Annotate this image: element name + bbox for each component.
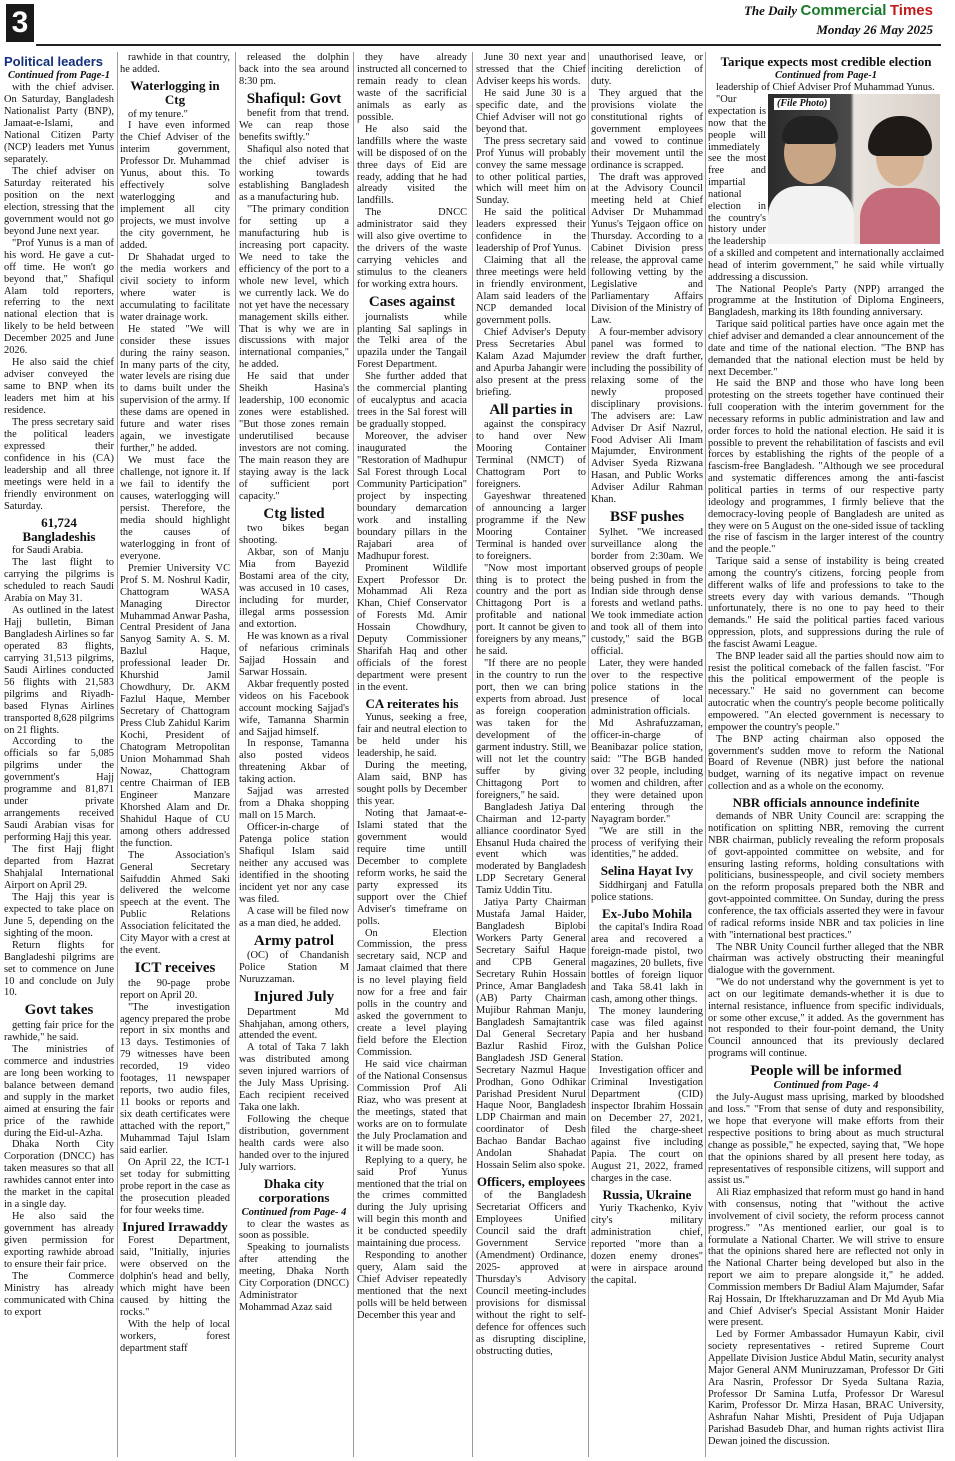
continued-note: Continued from Page- 4 xyxy=(773,1080,879,1092)
column-7 xyxy=(708,52,944,1457)
headline-officers-employees: Officers, employees xyxy=(476,1174,586,1190)
paragraph: On Election Commission, the press secretary said, NCP and Jamaat claimed that there is no level playing field now for a free and fair polls in the country and asked the government to create a level playing field before the Election Commission. xyxy=(357,927,467,1059)
paragraph: A case will be filed now as a man died, he added. xyxy=(239,905,349,929)
paragraph: Premier University VC Prof S. M. Noshrul Kadir, Chattogram WASA Managing Director Muhammad Anwar Pasha, Central President of Jana Sanyog Samity A. S. M. Bazlul Haque, professional leader Dr. Khurshid Jamil Chowdhury, Dr. AKM Fazlul Haque, Member Secretary of Chattogram Press Club Zahidul Karim Kochi, President of Chatogram Metropolitan Union Mohammad Shah Nowaz, Chattogram centre Chairman of IEB Engineer Manzare Khorshed Alam and Dr. Shahidul Haque of CU among others addressed the function. xyxy=(120,562,230,849)
paragraph: with the chief adviser. On Saturday, Bangladesh Nationalist Party (BNP), Jamaat-e-Islami, and National Citizen Party (NCP) leaders met Yunus separately. xyxy=(4,82,114,166)
paragraph: Ali Riaz emphasized that reform must go hand in hand with consensus, noting that "without the active involvement of civil society, the reform process cannot progress." "As mentioned earlier, our goal is to formulate a National Charter. We will strive to ensure that the opinions shared here are reflected not only in the National Charter being developed but also in the report we aim to prepare alongside it," he added. Commission members Dr Badiul Alam Majumder, Safar Raj Hossain, Dr Iftekharuzzaman and Dr Md Ayub Mia and Chief Adviser's Special Assistant Monir Haider were present. xyxy=(708,1187,944,1329)
paragraph: two bikes began shooting. xyxy=(239,523,349,547)
paragraph: leadership of Chief Adviser Prof Muhammad Yunus. xyxy=(716,82,935,94)
column-divider xyxy=(235,52,236,1457)
paragraph: The Hajj this year is expected to take place on June 5, depending on the sighting of the moon. xyxy=(4,891,114,939)
continued-note: Continued from Page-1 xyxy=(774,70,878,82)
headline-shafiqul-govt: Shafiqul: Govt xyxy=(246,90,342,107)
paragraph: the July-August mass uprising, marked by bloodshed and loss." "From that sense of duty and responsibility, we hope that everyone will make efforts from their respective positions to bring about as much structural change as possible," he expected, saying that, "We hope that the opinions shared by all present here today, as representatives of responsible citizens, will support and assist us." xyxy=(708,1092,944,1187)
paragraph: "The primary condition for setting up a manufacturing hub is increasing port capacity. We need to take the efficiency of the port to a whole new level, which we currently lack. We do not yet have the necessary management skills either. That is why we are in discussions with major international companies," he added. xyxy=(239,203,349,371)
headline-tarique: Tarique expects most credible election xyxy=(720,54,932,69)
paragraph: He also said the government has already given permission for exporting rawhide abroad to ensure their fair price. xyxy=(4,1211,114,1270)
person-figure xyxy=(768,186,854,244)
paragraph: Sajjad was arrested from a Dhaka shopping mall on 15 March. xyxy=(239,786,349,822)
paragraph: He stated "We will consider these issues during the rainy season. In many parts of the city, water levels are rising due to dams built under the supervision of the army. If these dams are opened in future and water rises again, we investigate further," he added. xyxy=(120,323,230,455)
paragraph: Chief Adviser's Deputy Press Secretaries Abul Kalam Azad Majumder and Apurba Jahangir were also present at the press briefing. xyxy=(476,326,586,398)
paragraph: rawhide in that country, he added. xyxy=(120,52,230,75)
paragraph: Speaking to journalists after attending the meeting, Dhaka North City Corporation (DNCC) Administrator Mohammad Azaz said xyxy=(239,1242,349,1314)
paragraph: During the meeting, Alam said, BNP has sought polls by December this year. xyxy=(357,760,467,808)
paragraph: for Saudi Arabia. xyxy=(12,545,84,557)
page-number: 3 xyxy=(6,4,34,42)
column-divider xyxy=(705,52,706,1457)
paragraph: Md Ashrafuzzaman, officer-in-charge of Beanibazar police station, said: "The BGB handed over 32 people, including women and children, after they were detained upon entering through the Nayagram border." xyxy=(591,717,703,825)
column-6 xyxy=(591,52,703,1457)
paragraph: "Prof Yunus is a man of his word. He gave a cut-off time. He won't go beyond that," Shafiqul Alam told reporters, referring to the next national election that is likely to be held between December 2025 and June 2026. xyxy=(4,237,114,357)
headline-army-patrol: Army patrol xyxy=(253,932,335,949)
headline-russia-ukraine: Russia, Ukraine xyxy=(602,1186,692,1202)
person-hair xyxy=(782,116,838,144)
paragraph: Jatiya Party Chairman Mustafa Jamal Haider, Bangladesh Biplobi Workers Party General Secretary Saiful Haque and CPB General Secretary Ruhin Hossain Prince, Amar Bangladesh (AB) Party Chairman Mujibur Rahman Manju, Bangladesh Samajtantrik Dal General Secretary Bazlur Rashid Firoz, Bangladesh JSD General Secretary Nazmul Haque Prodhan, Gono Odhikar Parishad President Nurul Haque Noor, Bangladesh LDP Chairman and main coordinator of Desh Bachao Bandar Bachao Andolan Shahadat Hossain Selim also spoke. xyxy=(476,897,586,1172)
paragraph: "If there are no people in the country to run the port, then we can bring experts from abroad. Just as foreign cooperation was taken for the development of the garment industry. Still, we will not let the country suffer by giving Chittagong Port to foreigners," he said. xyxy=(476,658,586,801)
paragraph: According to the officials so far 5,085 pilgrims under the government's Hajj programme and 81,871 under private arrangements received Saudi Arabian visas for performing Hajj this year. xyxy=(4,736,114,844)
paragraph: "Now most important thing is to protect the country and the port as Chittagong Port is a profitable and national port. It cannot be given to foreigners by any means," he said. xyxy=(476,562,586,658)
column-4 xyxy=(357,52,467,1457)
paragraph: Bangladesh Jatiya Dal Chairman and 12-party alliance coordinator Syed Ehsanul Huda chaired the event which was moderated by Bangladesh LDP Secretary General Tamiz Uddin Titu. xyxy=(476,801,586,897)
headline-dhaka-city: Dhaka city corporations xyxy=(258,1175,330,1206)
paragraph: Akbar frequently posted videos on his Facebook account mocking Sajjad's wife, Tamanna Sharmin and Sajjad himself. xyxy=(239,678,349,738)
paragraph: June 30 next year and stressed that the Chief Adviser keeps his words. xyxy=(476,52,586,87)
brand-block xyxy=(744,2,933,39)
headline-ict-receives: ICT receives xyxy=(134,960,216,977)
headline-selina-hayat: Selina Hayat Ivy xyxy=(600,863,694,879)
headline-nbr-officials: NBR officials announce indefinite xyxy=(732,794,920,810)
paragraph: getting fair price for the rawhide," he said. xyxy=(4,1019,114,1043)
headline-bsf-pushes: BSF pushes xyxy=(609,509,685,526)
paragraph: A four-member advisory panel was formed to review the draft further, including the possibility of relaxing some of the newly proposed disciplinary provisions. The advisers are: Law Adviser Dr Asif Nazrul, Food Adviser Ali Imam Majumder, Environment Adviser Syeda Rizwana Hasan, and Public Works Adviser Adilur Rahman Khan. xyxy=(591,326,703,506)
continued-note: Continued from Page-1 xyxy=(7,70,111,82)
paragraph: "We do not understand why the government is yet to act on our legitimate demands-whether it is due to internal resistance, influence from specific individuals, or some other excuse," it added. As the government has not responded to their four-point demand, the Unity Council announced that its previously declared programs will continue. xyxy=(708,977,944,1060)
paragraph: He was known as a rival of nefarious criminals Sajjad Hossain and Sarwar Hossain. xyxy=(239,630,349,678)
file-photo xyxy=(768,94,940,244)
column-3 xyxy=(239,52,349,1457)
paragraph: He said June 30 is a specific date, and the Chief Adviser will not go beyond that. xyxy=(476,87,586,135)
headline-all-parties: All parties in xyxy=(489,401,573,418)
paragraph: Following the cheque distribution, government health cards were also handed over to the injured July warriors. xyxy=(239,1114,349,1173)
paragraph: The DNCC administrator said they will also give overtime to the drivers of the waste carrying vehicles and stimulus to the cleaners for working extra hours. xyxy=(357,207,467,291)
paragraph: With the help of local workers, forest department staff xyxy=(120,1318,230,1354)
paragraph: "We are still in the process of verifying their identities," he added. xyxy=(591,825,703,861)
column-divider xyxy=(353,52,354,1457)
paragraph: Responding to another query, Alam said the Chief Adviser repeatedly mentioned that the next polls will be held between December this year and xyxy=(357,1250,467,1322)
paragraph: (OC) of Chandanish Police Station M Nuruzzaman. xyxy=(239,950,349,986)
masthead xyxy=(0,0,955,46)
paragraph: Dr Shahadat urged to the media workers and civil society to inform where water is accumulating to facilitate water drainage work. xyxy=(120,251,230,323)
paragraph: I have even informed the Chief Adviser of the interim government, Professor Dr. Muhammad Yunus, about this. To effectively solve waterlogging and implement all city projects, we must involve the city government, he added. xyxy=(120,120,230,251)
paragraph: In response, Tamanna also posted videos threatening Akbar of taking action. xyxy=(239,738,349,786)
column-divider xyxy=(117,52,118,1457)
paragraph: Claiming that all the three meetings were held in friendly environment, Alam said leaders of the NCP demanded local government polls. xyxy=(476,255,586,326)
column-1 xyxy=(4,52,114,1457)
paragraph: to clear the wastes as soon as possible. xyxy=(239,1218,349,1242)
paragraph: He also said the chief adviser conveyed the same to BNP when its leaders met him at his residence. xyxy=(4,357,114,417)
headline-bangladeshis: 61,724 Bangladeshis xyxy=(22,514,96,544)
paragraph: Forest Department, said, "Initially, injuries were observed on the dolphin's head and belly, which might have been caused by hitting the rocks." xyxy=(120,1235,230,1318)
paragraph: of my tenure." xyxy=(128,108,188,120)
paragraph: We must face the challenge, not ignore it. If we fail to identify the causes, waterlogging will persist. Therefore, the media should highlight the causes of waterlogging in front of everyone. xyxy=(120,455,230,562)
paragraph: Prominent Wildlife Expert Professor Dr. Mohammad Ali Reza Khan, Chief Conservator of Forests Md. Amir Hossain Chowdhury, Deputy Commissioner Sharifah Haq and other officials of the forest department were present in the event. xyxy=(357,562,467,694)
paragraph: benefit from that trend. We can reap those benefits swiftly." xyxy=(239,108,349,144)
paragraph: Gayeshwar threatened of announcing a larger programme if the New Mooring Container Terminal is handed over to foreigners. xyxy=(476,490,586,562)
paragraph: The Association's General Secretary Saifuddin Ahmed Saki delivered the welcome speech at the event. The Public Relations Association felicitated the City Mayor with a crest at the event. xyxy=(120,849,230,957)
paragraph: The Commerce Ministry has already communicated with China to export xyxy=(4,1270,114,1318)
paragraph: Noting that Jamaat-e-Islami stated that the government would require time untill December to complete reform works, he said the party expressed its support over the Chief Adviser's timeframe on polls. xyxy=(357,807,467,927)
paragraph: Replying to a query, he said Prof Yunus mentioned that the trial on the crimes committed during the July uprising will begin this month and it be conducted speedily maintaining due process. xyxy=(357,1154,467,1250)
paragraph: Return flights for Bangladeshi pilgrims are set to commence on June 10 and conclude on July 10. xyxy=(4,939,114,999)
paragraph: Moreover, the adviser inaugurated the "Restoration of Madhupur Sal Forest through Local Community Participation" project by inspecting boundary demarcation work and installing boundary pillars in the Rajabari area of Madhupur forest. xyxy=(357,431,467,562)
paragraph: The last flight to carrying the pilgrims is scheduled to reach Saudi Arabia on May 31. xyxy=(4,557,114,605)
brand-daily: The Daily xyxy=(743,3,798,18)
paragraph: the 90-page probe report on April 20. xyxy=(120,977,230,1001)
issue-date: Monday 26 May 2025 xyxy=(816,22,933,37)
headline-waterlogging: Waterlogging in Ctg xyxy=(130,77,220,108)
paragraph: The BNP leader said all the parties should now aim to resist the political comeback of the fallen fascist. "For this the political empowerment of the people is necessary." He said no government can become autocratic when the country's people become politically empowered. "An elected government is necessary to empower the country's people." xyxy=(708,650,944,733)
headline-ex-jubo: Ex-Jubo Mohila xyxy=(602,905,692,921)
paragraph: Led by Former Ambassador Humayun Kabir, civil society representatives - retired Supreme Court Appellate Division Justice Abdul Matin, security analyst Major General ANM Muniruzzaman, Professor Dr Giti Ara Nasrin, Professor Dr Syeda Sultana Razia, Professor Dr Samina Lutfa, Professor Dr Waresul Karim, Professor Dr. Mirza Hasan, BRAC University, Ashrafun Nahar Mishti, President of Puja Udjapan Parishad Basudeb Dhar, and human rights activist Ilira Dewan joined the discussion. xyxy=(708,1329,944,1447)
headline-cases-against: Cases against xyxy=(368,294,456,311)
masthead-rule xyxy=(36,44,941,46)
paragraph: The chief adviser on Saturday reiterated his position on the next election, stressing that the government would not go beyond June next year. xyxy=(4,165,114,237)
paragraph: they have already instructed all concerned to remain ready to clean waste of the sacrificial animals as early as possible. xyxy=(357,52,467,123)
paragraph: The ministries of commerce and industries are long been working to balance between demand and supply in the market aimed at ensuring the fair price of the rawhide during the Eid-ul-Azha. xyxy=(4,1043,114,1139)
paragraph: Investigation officer and Criminal Investigation Department (CID) inspector Ibrahim Hossain on December 27, 2021, filed the charge-sheet against five including Papia. The court on August 21, 2022, framed charges in the case. xyxy=(591,1065,703,1184)
paragraph: He said the BNP and those who have long been protesting on the streets together have continued their full cooperation with the interim government for the necessary reforms in public administration and law and order forces to hold the national election. He said it is possible to prevent the rehabilitation of fascists and evil forces by establishing the rights of the people of a fascism-free Bangladesh. "Although we see procedural and systematic differences among the anti-fascist political parties in terms of our respective party ideology and programmes, I firmly believe that the democracy-loving people of Bangladesh are united as they were on 5 August on the one-sided issue of tackling the rise of fascism in the larger interest of the country and the people." xyxy=(708,378,944,556)
paragraph: Yuriy Tkachenko, Kyiv city's military administration chief, reported "more than a dozen enemy drones" were in airspace around the capital. xyxy=(591,1203,703,1286)
headline-people-informed: People will be informed xyxy=(750,1062,902,1079)
paragraph: The NBR Unity Council further alleged that the NBR chairman was actively obstructing their meaningful dialogue with the government. xyxy=(708,941,944,977)
headline-injured-july: Injured July xyxy=(253,989,335,1006)
paragraph: He also said the landfills where the waste will be disposed of on the three days of Eid are ready, adding that he had already visited the landfills. xyxy=(357,123,467,207)
headline-political-leaders: Political leaders xyxy=(4,54,103,69)
paragraph: Tarique said a sense of instability is being created among the country's citizens, forcing people from different walks of life and professions to take to the streets every day with various demands. "Though unfortunately, there is no one to pay heed to their demands." He said the political parties faced various oppression, plots, and suppressions during the rule of the fascist Awami League. xyxy=(708,556,944,650)
paragraph: Siddhirganj and Fatulla police stations. xyxy=(591,879,703,903)
headline-injured-irrawaddy: Injured Irrawaddy xyxy=(122,1218,228,1234)
person-hair xyxy=(868,116,932,156)
paragraph: The National People's Party (NPP) arranged the programme at the Institution of Diploma Engineers, Bangladesh, marking its 18th founding anniversary. xyxy=(708,283,944,319)
paragraph: unauthorised leave, or inciting dereliction of duty. xyxy=(591,52,703,87)
paragraph: Yunus, seeking a free, fair and neutral election to be held under his leadership, he said. xyxy=(357,712,467,760)
paragraph: Sylhet. "We increased surveillance along the border from 2:30am. We observed groups of people being pushed in from the Indian side through dense forests and wetland paths. We took immediate action and took all of them into custody," said the BGB official. xyxy=(591,526,703,658)
newspaper-name xyxy=(744,2,933,21)
paragraph: Officer-in-charge of Patenga police station Shafiqul Islam said neither any accused was identified in the shooting incident yet nor any case was filed. xyxy=(239,822,349,905)
paragraph: Shafiqul also noted that the chief adviser is working towards establishing Bangladesh as a manufacturing hub. xyxy=(239,144,349,204)
paragraph: He said vice chairman of the National Consensus Commission Prof Ali Riaz, who was present at the meetings, stated that works are on to formulate the July Proclamation and it will be made soon. xyxy=(357,1059,467,1154)
paragraph: the capital's Indira Road area and recovered a foreign-made pistol, two magazines, 20 bullets, five bottles of foreign liquor and Taka 58.41 lakh in cash, among other things. xyxy=(591,921,703,1005)
paragraph: He said the political leaders expressed their confidence in the leadership of Prof Yunus. xyxy=(476,207,586,255)
paragraph: Later, they were handed over to the respective police stations in the presence of local administration officials. xyxy=(591,658,703,718)
paragraph: The money laundering case was filed against Papia and her husband with the Gulshan Police Station. xyxy=(591,1005,703,1065)
paragraph: They argued that the provisions violate the constitutional rights of government employees and vowed to continue their movement until the ordinance is scrapped. xyxy=(591,87,703,171)
column-5 xyxy=(476,52,586,1457)
paragraph: The draft was approved at the Advisory Council meeting held at Chief Adviser Dr Muhammad Yunus's Tejgaon office on Thursday. According to a Cabinet Division press release, the approval came following vetting by the Legislative and Parliamentary Affairs Division of the Ministry of Law. xyxy=(591,171,703,326)
paragraph: Akbar, son of Manju Mia from Bayezid Bostami area of the city, was accused in 10 cases, including for murder, illegal arms possession and extortion. xyxy=(239,547,349,630)
photo-caption: (File Photo) xyxy=(774,98,830,110)
person-figure xyxy=(860,188,940,244)
continued-note: Continued from Page- 4 xyxy=(241,1206,347,1218)
paragraph: released the dolphin back into the sea around 8:30 pm. xyxy=(239,52,349,87)
paragraph: A total of Taka 7 lakh was distributed among seven injured warriors of the July Mass Uprising. Each recipient received Taka one lakh. xyxy=(239,1042,349,1114)
column-2 xyxy=(120,52,230,1457)
column-divider xyxy=(588,52,589,1457)
headline-ctg-listed: Ctg listed xyxy=(263,505,325,522)
paragraph: She further added that the commercial planting of eucalyptus and acacia trees in the Sal forest will be gradually stopped. xyxy=(357,371,467,431)
paragraph: On April 22, the ICT-1 set today for submitting probe report in the case as the prosecution pleaded for four weeks time. xyxy=(120,1156,230,1216)
paragraph: The BNP acting chairman also opposed the government's sudden move to reform the National Board of Revenue (NBR) just before the national budget, warning of its negative impact on revenue collection and as a whole on the economy. xyxy=(708,733,944,793)
paragraph: The first Hajj flight departed from Hazrat Shahjalal International Airport on April 29. xyxy=(4,844,114,891)
paragraph: The press secretary said Prof Yunus will probably convey the same message to other political parties, which will meet him on Sunday. xyxy=(476,135,586,207)
headline-ca-reiterates: CA reiterates his xyxy=(365,696,459,712)
paragraph: As outlined in the latest Hajj bulletin, Biman Bangladesh Airlines so far operated 83 flights, carrying 31,513 pilgrims, Saudi Airlines conducted 56 flights with 21,583 pilgrims and Riyadh-based Flynas Airlines transported 8,628 pilgrims on 21 flights. xyxy=(4,604,114,736)
paragraph: The press secretary said the political leaders expressed their confidence in his (CA) leadership and all three meetings were held in a friendly environment on Saturday. xyxy=(4,416,114,512)
paragraph: of the Bangladesh Secretariat Officers and Employees Unified Council said the draft Government Service (Amendment) Ordinance, 2025- approved at Thursday's Advisory Council meeting-includes provisions for dismissal without the right to self-defence for offences such as disrupting discipline, obstructing duties, xyxy=(476,1190,586,1357)
paragraph: demands of NBR Unity Council are: scrapping the notification on splitting NBR, removing the current NBR chairman, publicly revealing the reform proposals of govt-appointed committee on website, and for ensuring lasting reforms, holding consultations with politicians, businesspeople, and civil society members on the reform proposals prepared both the NBR and govt-appointed committee. On Sunday, during the press conference, the tax officials asserted they were in favour of radical reforms inside NBR and tax policies in line with "international best practices." xyxy=(708,811,944,941)
headline-govt-takes: Govt takes xyxy=(24,1002,94,1019)
paragraph: Tarique said political parties have once again met the chief adviser and demanded a clear announcement of the date and time of the national election. "The BNP has demanded that the national election must be held by next December." xyxy=(708,319,944,378)
paragraph: journalists while planting Sal saplings in the Telki area of the upazila under the Tangail Forest Department. xyxy=(357,311,467,371)
paragraph: against the conspiracy to hand over New Mooring Container Terminal (NMCT) of Chattogram Port to foreigners. xyxy=(476,419,586,490)
brand-commercial: Commercial xyxy=(800,2,887,19)
brand-times: Times xyxy=(889,2,933,19)
paragraph: "Our expectation is now that the people will immediately see the most free and impartial national election in the country's history under the leadership of a skilled and competent and internationally acclaimed head of interim government," he said while virtually addressing a discussion. xyxy=(708,94,944,283)
paragraph: He said that under Sheikh Hasina's leadership, 100 economic zones were established. "But those zones remain underutilised because investors are not coming. The main reason they are staying away is the lack of sufficient port capacity." xyxy=(239,371,349,502)
paragraph: Dhaka North City Corporation (DNCC) has taken measures so that all rawhides cannot enter into the market in the capital in a single day. xyxy=(4,1139,114,1211)
column-divider xyxy=(472,52,473,1457)
paragraph: "The investigation agency prepared the probe report in six months and 13 days. Testimonies of 79 witnesses have been recorded, 19 video footages, 11 newspaper reports, two audio files, 11 books or reports and six death certificates were attached with the report," Muhammad Tajul Islam said earlier. xyxy=(120,1001,230,1157)
paragraph: Department Md Shahjahan, among others, attended the event. xyxy=(239,1006,349,1042)
